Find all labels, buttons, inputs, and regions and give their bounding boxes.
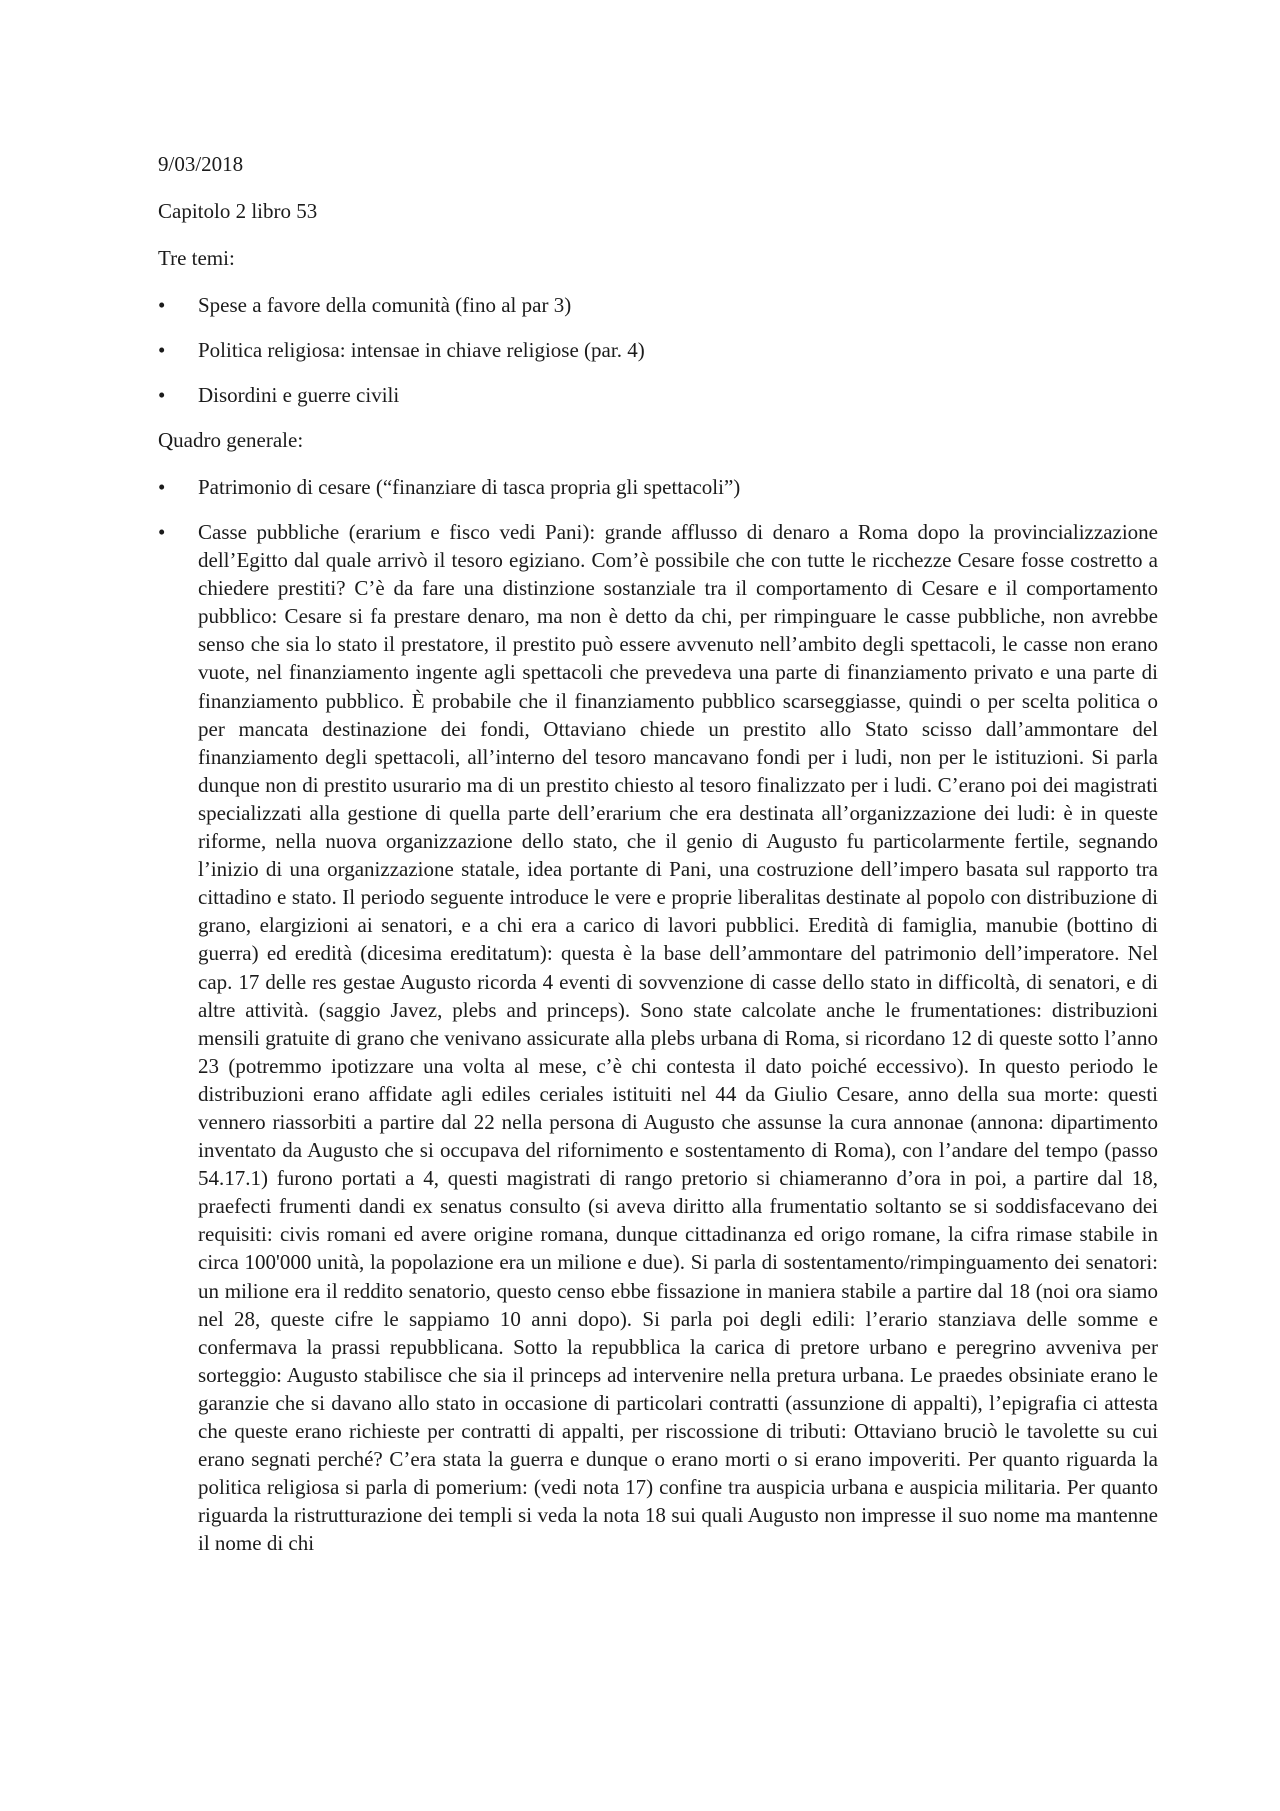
list-item bbox=[158, 336, 1158, 364]
document-page bbox=[158, 150, 1158, 1574]
themes-heading: Tre temi: bbox=[158, 246, 235, 270]
list-item-text: Disordini e guerre civili bbox=[198, 383, 400, 407]
list-item-text: Patrimonio di cesare (“finanziare di tasca propria gli spettacoli”) bbox=[198, 475, 741, 499]
list-item-text: Politica religiosa: intensae in chiave religiose (par. 4) bbox=[198, 338, 645, 362]
bullet-icon: • bbox=[158, 475, 166, 499]
chapter-line: Capitolo 2 libro 53 bbox=[158, 199, 318, 223]
date-line: 9/03/2018 bbox=[158, 152, 244, 176]
themes-list bbox=[158, 291, 1158, 409]
bullet-icon: • bbox=[158, 383, 166, 407]
overview-list bbox=[158, 473, 1158, 1557]
bullet-icon: • bbox=[158, 293, 166, 317]
list-item bbox=[158, 518, 1158, 1557]
list-item bbox=[158, 291, 1158, 319]
list-item bbox=[158, 381, 1158, 409]
list-item bbox=[158, 473, 1158, 501]
bullet-icon: • bbox=[158, 520, 166, 544]
bullet-icon: • bbox=[158, 338, 166, 362]
overview-heading: Quadro generale: bbox=[158, 428, 304, 452]
body-paragraph: Casse pubbliche (erarium e fisco vedi Pani): grande afflusso di denaro a Roma dopo la provincializzazione dell’Egitto dal quale arrivò il tesoro egiziano. Com’è possibile che con tutte le ricchezze Cesare fosse costretto a chiedere prestiti? C’è da fare una distinzione sostanziale tra il comportamento di Cesare e il comportamento pubblico: Cesare si fa prestare denaro, ma non è detto da chi, per rimpinguare le casse pubbliche, non avrebbe senso che sia lo stato il prestatore, il prestito può essere avvenuto nell’ambito degli spettacoli, le casse non erano vuote, nel finanziamento ingente agli spettacoli che prevedeva una parte di finanziamento privato e una parte di finanziamento pubblico. È probabile che il finanziamento pubblico scarseggiasse, quindi o per scelta politica o per mancata destinazione dei fondi, Ottaviano chiede un prestito allo Stato scisso dall’ammontare del finanziamento degli spettacoli, all’interno del tesoro mancavano fondi per i ludi, non per le istituzioni. Si parla dunque non di prestito usurario ma di un prestito chiesto al tesoro finalizzato per i ludi. C’erano poi dei magistrati specializzati alla gestione di quella parte dell’erarium che era destinata all’organizzazione dei ludi: è in queste riforme, nella nuova organizzazione dello stato, che il genio di Augusto fu particolarmente fertile, segnando l’inizio di una organizzazione statale, idea portante di Pani, una costruzione dell’impero basata sul rapporto tra cittadino e stato. Il periodo seguente introduce le vere e proprie liberalitas destinate al popolo con distribuzione di grano, elargizioni ai senatori, e a chi era a carico di lavori pubblici. Eredità di famiglia, manubie (bottino di guerra) ed eredità (dicesima ereditatum): questa è la base dell’ammontare del patrimonio dell’imperatore. Nel cap. 17 delle res gestae Augusto ricorda 4 eventi di sovvenzione di casse dello stato in difficoltà, di senatori, e di altre attività. (saggio Javez, plebs and princeps). Sono state calcolate anche le frumentationes: distribuzioni mensili gratuite di grano che venivano assicurate alla plebs urbana di Roma, si ricordano 12 di queste sotto l’anno 23 (potremmo ipotizzare una volta al mese, c’è chi contesta il dato poiché eccessivo). In questo periodo le distribuzioni erano affidate agli ediles ceriales istituiti nel 44 da Giulio Cesare, anno della sua morte: questi vennero riassorbiti a partire dal 22 nella persona di Augusto che assunse la cura annonae (annona: dipartimento inventato da Augusto che si occupava del rifornimento e sostentamento di Roma), con l’andare del tempo (passo 54.17.1) furono portati a 4, questi magistrati di rango pretorio si chiameranno d’ora in poi, a partire dal 18, praefecti frumenti dandi ex senatus consulto (si aveva diritto alla frumentatio soltanto se si soddisfacevano dei requisiti: civis romani ed avere origine romana, dunque cittadinanza ed origo romane, la cifra rimase stabile in circa 100'000 unità, la popolazione era un milione e due). Si parla di sostentamento/rimpinguamento dei senatori: un milione era il reddito senatorio, questo censo ebbe fissazione in maniera stabile a partire dal 18 (noi ora siamo nel 28, queste cifre le sappiamo 10 anni dopo). Si parla poi degli edili: l’erario stanziava delle somme e confermava la prassi repubblicana. Sotto la repubblica la carica di pretore urbano e peregrino avveniva per sorteggio: Augusto stabilisce che sia il princeps ad intervenire nella pretura urbana. Le praedes obsiniate erano le garanzie che si davano allo stato in occasione di particolari contratti (assunzione di appalti), l’epigrafia ci attesta che queste erano richieste per contratti di appalti, per riscossione di tributi: Ottaviano bruciò le tavolette su cui erano segnati perché? C’era stata la guerra e dunque o erano morti o si erano impoveriti. Per quanto riguarda la politica religiosa si parla di pomerium: (vedi nota 17) confine tra auspicia urbana e auspicia militaria. Per quanto riguarda la ristrutturazione dei templi si veda la nota 18 sui quali Augusto non impresse il suo nome ma mantenne il nome di chi bbox=[198, 520, 1158, 1556]
list-item-text: Spese a favore della comunità (fino al par 3) bbox=[198, 293, 572, 317]
